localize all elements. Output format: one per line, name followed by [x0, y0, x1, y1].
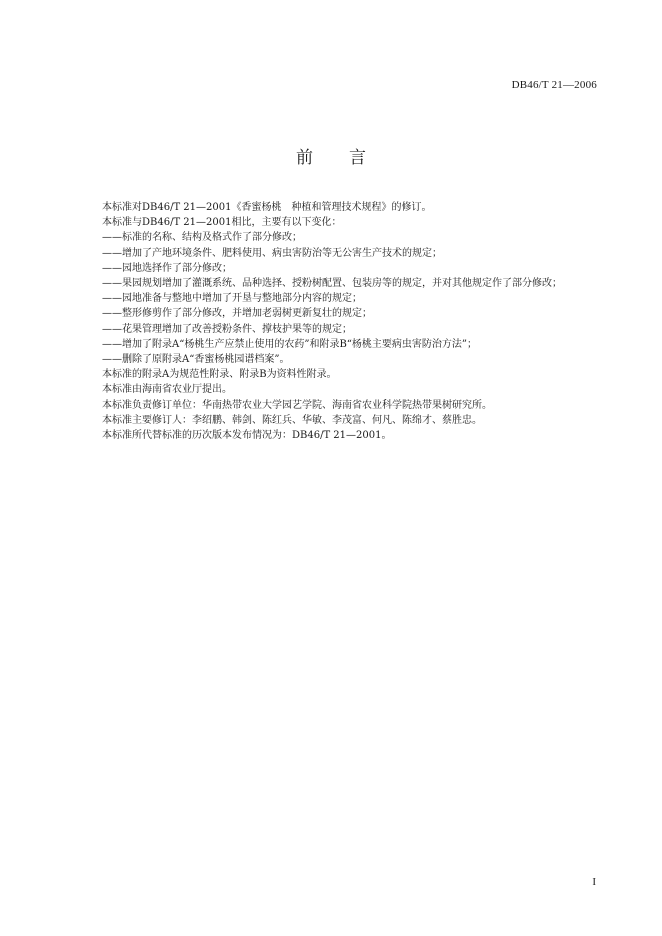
- paragraph-proposer: 本标准由海南省农业厅提出。: [102, 384, 232, 396]
- page-number: I: [592, 876, 596, 888]
- paragraph-change-item: ——园地准备与整地中增加了开垦与整地部分内容的规定；: [102, 293, 362, 305]
- paragraph-change-item: ——删除了原附录A“香蜜杨桃园谱档案”。: [102, 354, 290, 366]
- paragraph-changes-intro: 本标准与DB46/T 21—2001相比，主要有以下变化：: [102, 217, 342, 229]
- paragraph-revisers: 本标准主要修订人：李绍鹏、韩剑、陈红兵、华敏、李茂富、何凡、陈绵才、蔡胜忠。: [102, 414, 482, 426]
- paragraph-revision-note: 本标准对DB46/T 21—2001《香蜜杨桃 种植和管理技术规程》的修订。: [102, 202, 432, 213]
- paragraph-change-item: ——整形修剪作了部分修改，并增加老弱树更新复壮的规定；: [102, 308, 372, 320]
- paragraph-revising-units: 本标准负责修订单位：华南热带农业大学园艺学院、海南省农业科学院热带果树研究所。: [102, 399, 492, 411]
- paragraph-change-item: ——花果管理增加了改善授粉条件、撑枝护果等的规定；: [102, 323, 352, 335]
- paragraph-change-item: ——果园规划增加了灌溉系统、品种选择、授粉树配置、包装房等的规定，并对其他规定作了部分修改；: [102, 278, 562, 290]
- paragraph-change-item: ——增加了附录A“杨桃生产应禁止使用的农药”和附录B“杨桃主要病虫害防治方法”；: [102, 338, 478, 350]
- paragraph-change-item: ——标准的名称、结构及格式作了部分修改；: [102, 232, 302, 244]
- foreword-body: [78, 200, 603, 443]
- paragraph-appendix-note: 本标准的附录A为规范性附录、附录B为资料性附录。: [102, 369, 337, 381]
- paragraph-change-item: ——增加了产地环境条件、肥料使用、病虫害防治等无公害生产技术的规定；: [102, 247, 442, 259]
- paragraph-previous-editions: 本标准所代替标准的历次版本发布情况为：DB46/T 21—2001。: [102, 430, 392, 442]
- paragraph-change-item: ——园地选择作了部分修改；: [102, 262, 232, 274]
- document-code: DB46/T 21—2006: [511, 79, 597, 91]
- page-title: 前言: [296, 148, 402, 168]
